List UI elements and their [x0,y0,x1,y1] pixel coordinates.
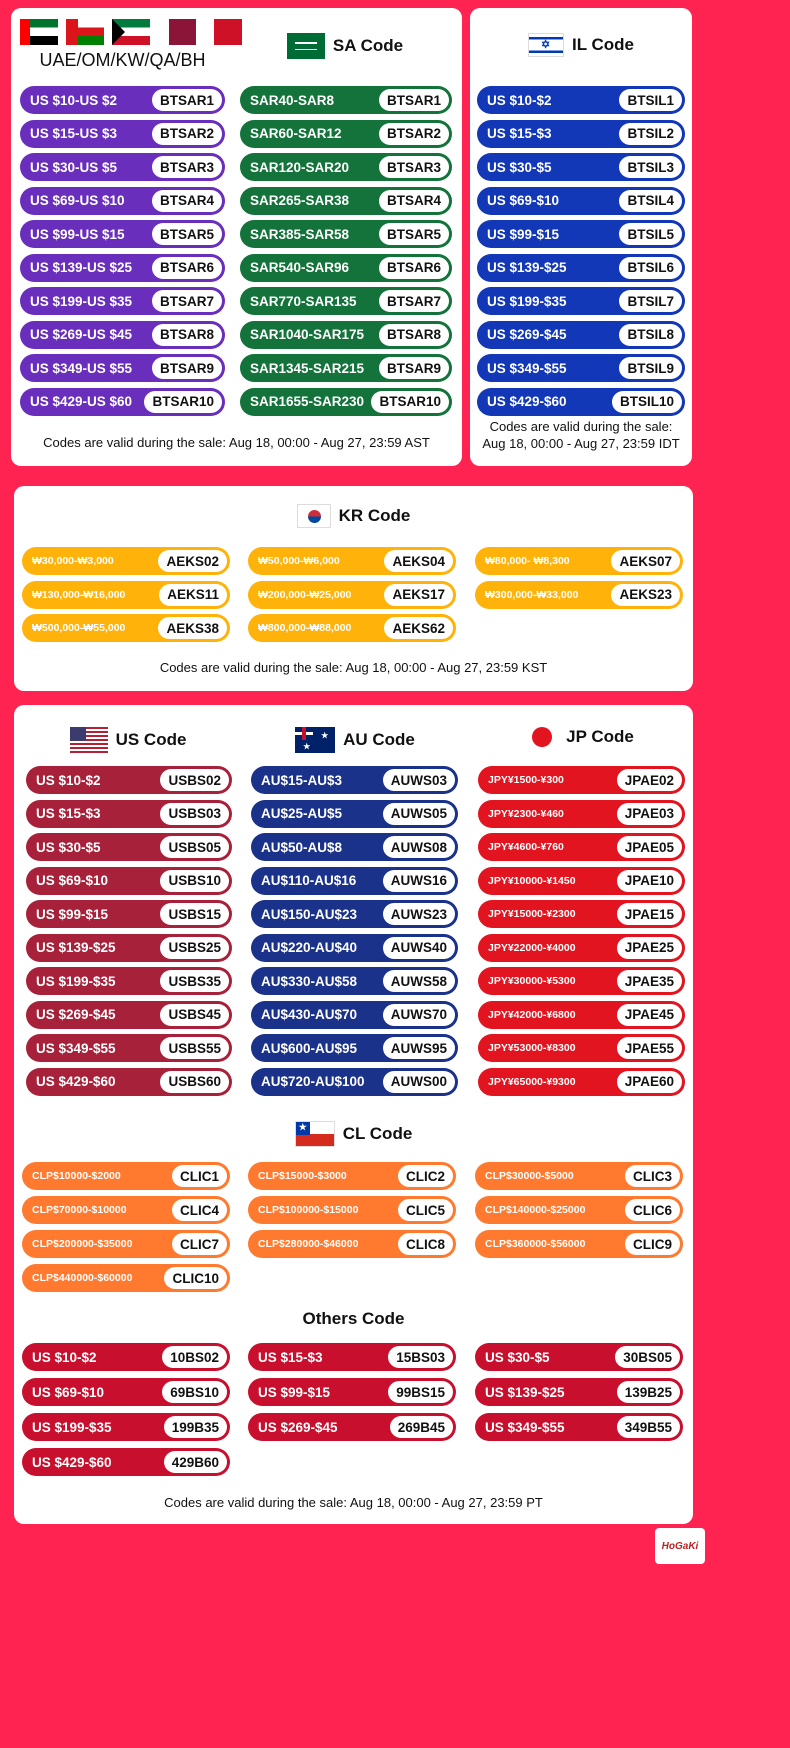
others-promo-code[interactable]: 30BS05 [615,1346,680,1368]
il-promo-code[interactable]: BTSIL5 [619,223,682,245]
cl-promo-code[interactable]: CLIC2 [398,1165,453,1187]
jp-price-range: JPY¥1500-¥300 [488,774,564,786]
au-code-pill [251,967,458,995]
il-price-range: US $10-$2 [487,92,552,108]
au-promo-code[interactable]: AUWS00 [383,1071,455,1093]
gulf-code-pill [20,86,225,114]
au-code-pill [251,766,458,794]
cl-title-wrap [14,1121,693,1147]
gulf-price-range: US $349-US $55 [30,360,133,376]
gulf-price-range: US $139-US $25 [30,260,133,275]
others-title: Others Code [302,1309,405,1328]
au-price-range: AU$110-AU$16 [261,873,357,888]
au-code-pill [251,1068,458,1096]
il-price-range: US $429-$60 [487,394,567,409]
jp-price-range: JPY¥10000-¥1450 [488,874,576,887]
kr-validity-note: Codes are valid during the sale: Aug 18, 00:00 - Aug 27, 23:59 KST [159,660,548,675]
au-code-pill [251,900,458,928]
il-price-range: US $199-$35 [487,293,567,309]
sa-code-pill [240,287,452,315]
us-promo-code[interactable]: USBS02 [160,769,229,791]
us-code-pill [26,900,232,928]
chile-flag-icon: ★ [295,1121,335,1147]
us-code-pill [26,967,232,995]
gulf-price-range: US $15-US $3 [30,126,118,141]
sa-promo-code[interactable]: BTSAR3 [379,156,449,178]
jp-code-pill [478,1068,685,1096]
sa-price-range: SAR60-SAR12 [250,126,342,141]
au-price-range: AU$220-AU$40 [261,940,358,955]
usa-flag-icon [70,727,108,753]
sa-code-pill [240,120,452,148]
australia-flag-icon: ★ ★ [295,727,335,753]
others-code-pill [248,1343,456,1371]
jp-promo-code[interactable]: JPAE02 [617,769,682,791]
gulf-price-range: US $269-US $45 [30,327,133,342]
cl-code-pill [22,1196,230,1224]
jp-promo-code[interactable]: JPAE35 [617,970,682,992]
sa-title: SA Code [332,36,404,55]
il-promo-code[interactable]: BTSIL7 [619,290,682,312]
jp-code-pill [478,900,685,928]
us-promo-code[interactable]: USBS45 [160,1004,229,1026]
kr-price-range: ₩50,000-₩6,000 [258,555,340,567]
il-promo-code[interactable]: BTSIL8 [619,324,682,346]
others-promo-code[interactable]: 99BS15 [388,1381,453,1403]
uae-flag-icon [20,19,58,45]
gulf-code-pill [20,287,225,315]
jp-title-wrap [478,727,688,747]
il-price-range: US $30-$5 [487,159,552,175]
us-title: US Code [115,730,187,749]
us-price-range: US $429-$60 [36,1074,116,1089]
au-code-pill [251,934,458,962]
il-code-pill [477,86,685,114]
kr-price-range: ₩80,000- ₩8,300 [485,555,570,567]
cl-promo-code[interactable]: CLIC7 [172,1233,227,1255]
jp-price-range: JPY¥4600-¥760 [488,841,564,853]
au-code-pill [251,833,458,861]
il-validity-note-line1: Codes are valid during the sale: [489,419,673,434]
gulf-promo-code[interactable]: BTSAR7 [152,290,222,312]
gulf-code-pill [20,254,225,282]
au-code-pill [251,1034,458,1062]
sa-promo-code[interactable]: BTSAR7 [379,290,449,312]
others-price-range: US $269-$45 [258,1419,338,1435]
others-validity-note: Codes are valid during the sale: Aug 18, 00:00 - Aug 27, 23:59 PT [164,1495,543,1510]
gulf-code-pill [20,187,225,215]
au-promo-code[interactable]: AUWS58 [383,970,455,992]
us-promo-code[interactable]: USBS15 [160,903,229,925]
sa-code-pill [240,187,452,215]
sa-promo-code[interactable]: BTSAR1 [379,89,449,111]
us-code-pill [26,1001,232,1029]
jp-promo-code[interactable]: JPAE45 [617,1004,682,1026]
kr-code-pill [248,547,456,575]
cl-code-pill [475,1162,683,1190]
gulf-price-range: US $69-US $10 [30,193,125,208]
il-code-pill [477,388,685,416]
gulf-promo-code[interactable]: BTSAR1 [152,89,222,111]
others-promo-code[interactable]: 429B60 [164,1451,227,1473]
us-promo-code[interactable]: USBS10 [160,870,229,892]
gulf-code-pill [20,354,225,382]
jp-price-range: JPY¥30000-¥5300 [488,975,576,987]
cl-code-pill [248,1230,456,1258]
cl-promo-code[interactable]: CLIC1 [172,1165,227,1187]
kr-price-range: ₩800,000-₩88,000 [258,622,352,634]
au-price-range: AU$430-AU$70 [261,1007,358,1022]
il-price-range: US $269-$45 [487,327,567,342]
sa-code-pill [240,321,452,349]
us-price-range: US $269-$45 [36,1007,116,1022]
cl-price-range: CLP$140000-$25000 [485,1204,586,1216]
jp-code-pill [478,1034,685,1062]
cl-promo-code[interactable]: CLIC10 [164,1267,227,1289]
il-promo-code[interactable]: BTSIL2 [619,123,682,145]
jp-code-pill [478,934,685,962]
others-promo-code[interactable]: 199B35 [164,1416,227,1438]
others-code-pill [22,1343,230,1371]
gulf-promo-code[interactable]: BTSAR5 [152,223,222,245]
gulf-price-range: US $199-US $35 [30,293,133,309]
au-price-range: AU$600-AU$95 [261,1040,358,1056]
others-price-range: US $199-$35 [32,1419,112,1435]
others-price-range: US $10-$2 [32,1349,97,1365]
kr-code-pill [22,614,230,642]
sa-price-range: SAR40-SAR8 [250,92,335,108]
gulf-code-pill [20,120,225,148]
kr-code-pill [22,547,230,575]
jp-code-pill [478,833,685,861]
sa-promo-code[interactable]: BTSAR10 [371,391,449,413]
kr-promo-code[interactable]: AEKS38 [158,617,227,639]
others-code-pill [22,1378,230,1406]
au-code-pill [251,867,458,895]
us-price-range: US $199-$35 [36,973,116,989]
cl-code-pill [22,1264,230,1292]
gulf-code-pill [20,153,225,181]
cl-price-range: CLP$30000-$5000 [485,1170,574,1182]
sa-code-pill [240,254,452,282]
jp-price-range: JPY¥15000-¥2300 [488,908,576,920]
us-price-range: US $69-$10 [36,873,109,888]
others-code-pill [22,1448,230,1476]
us-price-range: US $15-$3 [36,806,101,821]
kr-promo-code[interactable]: AEKS04 [384,550,453,572]
others-price-range: US $429-$60 [32,1454,112,1470]
kr-price-range: ₩500,000-₩55,000 [32,622,126,634]
jp-promo-code[interactable]: JPAE55 [617,1037,682,1059]
au-promo-code[interactable]: AUWS40 [383,937,455,959]
cl-price-range: CLP$200000-$35000 [32,1238,133,1250]
jp-code-pill [478,1001,685,1029]
cl-price-range: CLP$100000-$15000 [258,1204,359,1216]
jp-code-pill [478,800,685,828]
cl-promo-code[interactable]: CLIC8 [398,1233,453,1255]
us-price-range: US $99-$15 [36,906,109,922]
gulf-code-pill [20,388,225,416]
us-code-pill [26,934,232,962]
sa-price-range: SAR385-SAR58 [250,226,350,242]
sa-code-pill [240,354,452,382]
gulf-promo-code[interactable]: BTSAR8 [152,324,222,346]
gulf-title: UAE/OM/KW/QA/BH [39,50,206,70]
cl-code-pill [475,1196,683,1224]
jp-price-range: JPY¥65000-¥9300 [488,1075,576,1088]
kr-promo-code[interactable]: AEKS62 [384,617,453,639]
oman-flag-icon [66,19,104,45]
au-promo-code[interactable]: AUWS05 [383,803,455,825]
us-title-wrap [28,727,228,753]
cl-promo-code[interactable]: CLIC3 [625,1165,680,1187]
sa-promo-code[interactable]: BTSAR4 [379,190,449,212]
il-price-range: US $69-$10 [487,193,560,208]
us-price-range: US $30-$5 [36,839,101,855]
hogaki-logo: HoGaKi [655,1528,705,1564]
sa-promo-code[interactable]: BTSAR6 [379,257,449,279]
us-code-pill [26,1034,232,1062]
il-price-range: US $139-$25 [487,260,567,275]
others-promo-code[interactable]: 69BS10 [162,1381,227,1403]
il-title-wrap [476,33,686,57]
sa-validity-note: Codes are valid during the sale: Aug 18, 00:00 - Aug 27, 23:59 AST [43,435,430,450]
sa-price-range: SAR770-SAR135 [250,293,357,309]
au-price-range: AU$15-AU$3 [261,772,343,788]
au-promo-code[interactable]: AUWS23 [383,903,455,925]
sa-code-pill [240,388,452,416]
jp-price-range: JPY¥42000-¥6800 [488,1008,576,1021]
others-code-pill [22,1413,230,1441]
kr-promo-code[interactable]: AEKS07 [611,550,680,572]
il-promo-code[interactable]: BTSIL6 [619,257,682,279]
sa-promo-code[interactable]: BTSAR2 [379,123,449,145]
sa-price-range: SAR1655-SAR230 [250,394,365,409]
us-promo-code[interactable]: USBS55 [160,1037,229,1059]
others-code-pill [475,1343,683,1371]
others-code-pill [475,1413,683,1441]
others-price-range: US $15-$3 [258,1349,323,1365]
kr-title-wrap [14,504,693,528]
sa-price-range: SAR540-SAR96 [250,260,350,275]
others-price-range: US $349-$55 [485,1419,565,1435]
jp-title: JP Code [566,727,634,746]
gulf-promo-code[interactable]: BTSAR4 [152,190,222,212]
jp-price-range: JPY¥2300-¥460 [488,807,564,820]
au-title-wrap [250,727,460,753]
us-code-pill [26,867,232,895]
au-promo-code[interactable]: AUWS16 [383,870,455,892]
au-code-pill [251,800,458,828]
gulf-promo-code[interactable]: BTSAR6 [152,257,222,279]
cl-code-pill [248,1162,456,1190]
kr-code-pill [248,581,456,609]
kr-price-range: ₩300,000-₩33,000 [485,588,579,601]
sa-promo-code[interactable]: BTSAR9 [379,357,449,379]
kr-code-pill [248,614,456,642]
il-code-pill [477,153,685,181]
others-code-pill [475,1378,683,1406]
jp-price-range: JPY¥22000-¥4000 [488,941,576,954]
il-promo-code[interactable]: BTSIL3 [619,156,682,178]
others-promo-code[interactable]: 15BS03 [388,1346,453,1368]
others-promo-code[interactable]: 139B25 [617,1381,680,1403]
others-price-range: US $99-$15 [258,1384,331,1400]
others-promo-code[interactable]: 269B45 [390,1416,453,1438]
cl-price-range: CLP$440000-$60000 [32,1272,133,1284]
il-price-range: US $349-$55 [487,360,567,376]
cl-promo-code[interactable]: CLIC4 [172,1199,227,1221]
us-promo-code[interactable]: USBS03 [160,803,229,825]
il-code-pill [477,321,685,349]
il-code-pill [477,287,685,315]
il-title: IL Code [571,35,635,54]
kr-code-pill [22,581,230,609]
au-title: AU Code [343,730,415,749]
sa-code-pill [240,86,452,114]
jp-promo-code[interactable]: JPAE03 [617,803,682,825]
il-validity-note-line2: Aug 18, 00:00 - Aug 27, 23:59 IDT [482,436,680,451]
au-price-range: AU$150-AU$23 [261,906,358,922]
au-promo-code[interactable]: AUWS70 [383,1004,455,1026]
kuwait-flag-icon [112,19,150,45]
au-price-range: AU$50-AU$8 [261,839,343,855]
us-promo-code[interactable]: USBS60 [160,1071,229,1093]
gulf-price-range: US $429-US $60 [30,394,133,409]
au-price-range: AU$25-AU$5 [261,806,343,821]
jp-promo-code[interactable]: JPAE05 [617,836,682,858]
kr-price-range: ₩200,000-₩25,000 [258,588,352,601]
il-promo-code[interactable]: BTSIL1 [619,89,682,111]
kr-code-pill [475,581,683,609]
kr-promo-code[interactable]: AEKS17 [384,584,453,606]
au-price-range: AU$330-AU$58 [261,973,358,989]
il-code-pill [477,120,685,148]
cl-code-pill [475,1230,683,1258]
others-code-pill [248,1413,456,1441]
gulf-flags [20,19,242,45]
sa-price-range: SAR265-SAR38 [250,193,350,208]
jp-promo-code[interactable]: JPAE25 [617,937,682,959]
others-price-range: US $69-$10 [32,1384,105,1400]
cl-price-range: CLP$280000-$46000 [258,1238,359,1250]
il-code-pill [477,354,685,382]
gulf-promo-code[interactable]: BTSAR10 [144,391,222,413]
au-price-range: AU$720-AU$100 [261,1074,365,1089]
jp-code-pill [478,766,685,794]
cl-price-range: CLP$15000-$3000 [258,1170,347,1182]
il-promo-code[interactable]: BTSIL4 [619,190,682,212]
us-price-range: US $10-$2 [36,772,101,788]
gulf-promo-code[interactable]: BTSAR9 [152,357,222,379]
au-code-pill [251,1001,458,1029]
gulf-price-range: US $10-US $2 [30,92,118,108]
us-code-pill [26,833,232,861]
others-price-range: US $30-$5 [485,1349,550,1365]
il-promo-code[interactable]: BTSIL10 [612,391,682,413]
jp-price-range: JPY¥53000-¥8300 [488,1042,576,1054]
sa-code-pill [240,153,452,181]
sa-promo-code[interactable]: BTSAR8 [379,324,449,346]
cl-promo-code[interactable]: CLIC6 [625,1199,680,1221]
cl-code-pill [22,1230,230,1258]
us-code-pill [26,766,232,794]
sa-price-range: SAR1345-SAR215 [250,360,365,376]
saudi-flag-icon [287,33,325,59]
others-promo-code[interactable]: 10BS02 [162,1346,227,1368]
jp-promo-code[interactable]: JPAE10 [617,870,682,892]
others-price-range: US $139-$25 [485,1384,565,1400]
il-price-range: US $99-$15 [487,226,560,242]
sa-price-range: SAR120-SAR20 [250,159,350,175]
cl-price-range: CLP$10000-$2000 [32,1170,121,1182]
cl-price-range: CLP$360000-$56000 [485,1238,586,1250]
gulf-code-pill [20,321,225,349]
cl-promo-code[interactable]: CLIC5 [398,1199,453,1221]
il-promo-code[interactable]: BTSIL9 [619,357,682,379]
au-promo-code[interactable]: AUWS08 [383,836,455,858]
cl-price-range: CLP$70000-$10000 [32,1204,127,1216]
sa-code-pill [240,220,452,248]
kr-promo-code[interactable]: AEKS02 [158,550,227,572]
kr-price-range: ₩30,000-₩3,000 [32,555,114,567]
us-code-pill [26,800,232,828]
jp-promo-code[interactable]: JPAE60 [617,1071,682,1093]
kr-code-pill [475,547,683,575]
bahrain-flag-icon [204,19,242,45]
gulf-promo-code[interactable]: BTSAR2 [152,123,222,145]
gulf-price-range: US $99-US $15 [30,226,125,242]
jp-code-pill [478,967,685,995]
us-price-range: US $139-$25 [36,940,116,955]
cl-code-pill [248,1196,456,1224]
qatar-flag-icon [158,19,196,45]
il-code-pill [477,187,685,215]
jp-code-pill [478,867,685,895]
korea-flag-icon [297,504,331,528]
us-promo-code[interactable]: USBS25 [160,937,229,959]
sa-title-wrap [240,33,450,59]
kr-title: KR Code [338,506,411,525]
japan-flag-icon [532,727,552,747]
others-promo-code[interactable]: 349B55 [617,1416,680,1438]
cl-promo-code[interactable]: CLIC9 [625,1233,680,1255]
sa-price-range: SAR1040-SAR175 [250,327,365,342]
kr-promo-code[interactable]: AEKS11 [159,584,227,606]
il-code-pill [477,220,685,248]
jp-promo-code[interactable]: JPAE15 [617,903,682,925]
us-price-range: US $349-$55 [36,1040,116,1056]
au-promo-code[interactable]: AUWS03 [383,769,455,791]
sa-promo-code[interactable]: BTSAR5 [379,223,449,245]
kr-promo-code[interactable]: AEKS23 [611,584,680,606]
il-code-pill [477,254,685,282]
cl-title: CL Code [342,1124,413,1143]
gulf-code-pill [20,220,225,248]
il-price-range: US $15-$3 [487,126,552,141]
cl-code-pill [22,1162,230,1190]
us-promo-code[interactable]: USBS05 [160,836,229,858]
israel-flag-icon: ✡ [528,33,564,57]
gulf-price-range: US $30-US $5 [30,159,118,175]
gulf-promo-code[interactable]: BTSAR3 [152,156,222,178]
us-code-pill [26,1068,232,1096]
kr-price-range: ₩130,000-₩16,000 [32,588,126,601]
others-code-pill [248,1378,456,1406]
us-promo-code[interactable]: USBS35 [160,970,229,992]
au-promo-code[interactable]: AUWS95 [383,1037,455,1059]
